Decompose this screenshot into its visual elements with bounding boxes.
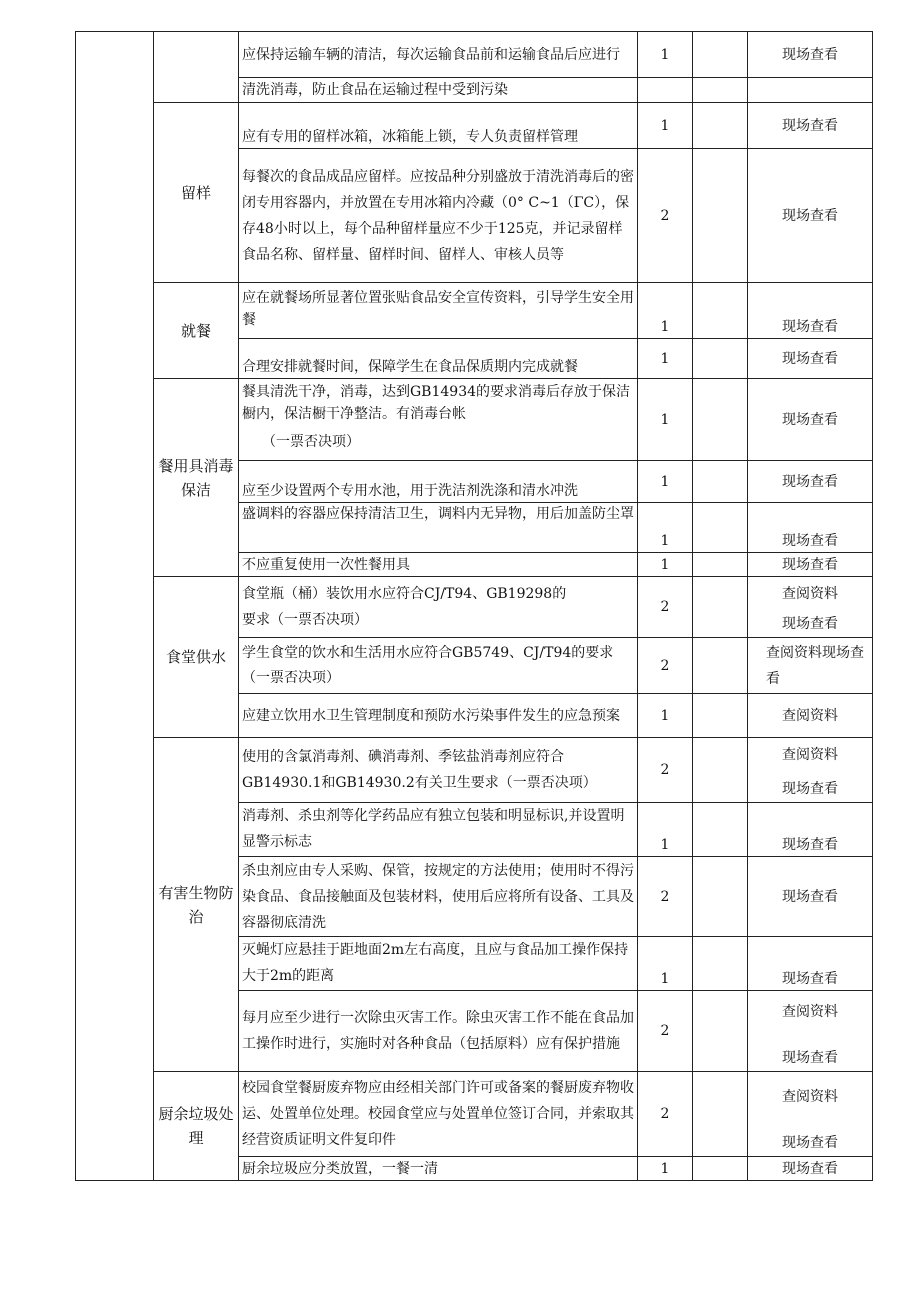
- blank-cell: [693, 461, 748, 503]
- method-cell: [748, 78, 873, 103]
- category-liuyang: 留样: [154, 103, 239, 283]
- method-text: 现场查看: [782, 781, 838, 797]
- requirement-cell: 应在就餐场所显著位置张贴食品安全宣传资料，引导学生安全用餐: [239, 283, 638, 339]
- method-cell: [748, 1072, 873, 1157]
- blank-cell: [693, 577, 748, 638]
- blank-cell: [693, 937, 748, 991]
- score-cell: 2: [638, 638, 693, 694]
- requirement-cell: [239, 379, 638, 461]
- score-cell: 1: [638, 1157, 693, 1181]
- requirement-cell: 每月应至少进行一次除虫灭害工作。除虫灭害工作不能在食品加工操作时进行，实施时对各种食品（包括原料）应有保护措施: [239, 991, 638, 1072]
- requirement-cell: 使用的含氯消毒剂、碘消毒剂、季铉盐消毒剂应符合GB14930.1和GB14930.2有关卫生要求（一票否决项）: [239, 738, 638, 803]
- requirement-cell: 合理安排就餐时间，保障学生在食品保质期内完成就餐: [239, 339, 638, 379]
- score-cell: [638, 78, 693, 103]
- method-cell: 现场查看: [748, 503, 873, 553]
- category-canyongju: 餐用具消毒保洁: [154, 379, 239, 577]
- method-text: 现场查看: [782, 616, 838, 632]
- blank-cell: [693, 283, 748, 339]
- score-cell: 1: [638, 937, 693, 991]
- method-cell: [748, 991, 873, 1072]
- method-text: 查阅资料: [782, 747, 838, 763]
- table-row: [76, 738, 873, 803]
- score-cell: 2: [638, 991, 693, 1072]
- blank-cell: [693, 638, 748, 694]
- blank-cell: [693, 339, 748, 379]
- requirement-cell: 应至少设置两个专用水池，用于洗洁剂洗涤和清水冲洗: [239, 461, 638, 503]
- requirement-cell: 不应重复使用一次性餐用具: [239, 553, 638, 577]
- requirement-cell: 应保持运输车辆的清洁，每次运输食品前和运输食品后应进行: [239, 32, 638, 78]
- category-blank-cell: [154, 32, 239, 103]
- blank-cell: [693, 553, 748, 577]
- score-cell: 1: [638, 694, 693, 738]
- method-text: 现场查看: [782, 1050, 838, 1066]
- requirement-cell: 杀虫剂应由专人采购、保管，按规定的方法使用；使用时不得污染食品、食品接触面及包装材料，使用后应将所有设备、工具及容器彻底清洗: [239, 857, 638, 937]
- method-cell: 现场查看: [748, 32, 873, 78]
- inspection-table-sheet: [75, 31, 873, 1181]
- table-row: [76, 1072, 873, 1157]
- blank-cell: [693, 32, 748, 78]
- category-youhaishengwu: 有害生物防治: [154, 738, 239, 1072]
- category-jiucan: 就餐: [154, 283, 239, 379]
- requirement-cell: 厨余垃圾应分类放置，一餐一清: [239, 1157, 638, 1181]
- blank-cell: [693, 78, 748, 103]
- method-cell: 现场查看: [748, 283, 873, 339]
- method-text: 查阅资料: [782, 1004, 838, 1020]
- requirement-text: 餐具清洗干净，消毒，达到GB14934的要求消毒后存放于保洁橱内，保洁橱干净整洁。有消毒台帐: [242, 384, 631, 422]
- requirement-cell: 灭蝇灯应悬挂于距地面2m左右高度，且应与食品加工操作保持大于2m的距离: [239, 937, 638, 991]
- score-cell: 2: [638, 857, 693, 937]
- score-cell: 1: [638, 339, 693, 379]
- method-cell: [748, 738, 873, 803]
- method-text: 查阅资料: [782, 586, 838, 602]
- requirement-note: （一票否决项）: [262, 434, 360, 450]
- blank-cell: [693, 103, 748, 149]
- method-cell: 现场查看: [748, 461, 873, 503]
- method-cell: 现场查看: [748, 379, 873, 461]
- score-cell: 1: [638, 103, 693, 149]
- method-cell: 现场查看: [748, 149, 873, 283]
- requirement-cell: 每餐次的食品成品应留样。应按品种分别盛放于清洗消毒后的密闭专用容器内，并放置在专用冰箱内冷藏（0° C~1（ΓC），保存48小时以上，每个品种留样量应不少于125克，并记录留样食品名称、留样量、留样时间、留样人、审核人员等: [239, 149, 638, 283]
- method-cell: 现场查看: [748, 803, 873, 857]
- table-row: [76, 283, 873, 339]
- inspection-table: [75, 31, 873, 1181]
- requirement-cell: 应有专用的留样冰箱，冰箱能上锁，专人负责留样管理: [239, 103, 638, 149]
- requirement-cell: 盛调料的容器应保持清洁卫生，调料内无异物，用后加盖防尘罩: [239, 503, 638, 553]
- requirement-cell: 校园食堂餐厨废弃物应由经相关部门许可或备案的餐厨废弃物收运、处置单位处理。校园食堂应与处置单位签订合同，并索取其经营资质证明文件复印件: [239, 1072, 638, 1157]
- score-cell: 1: [638, 553, 693, 577]
- requirement-cell: 学生食堂的饮水和生活用水应符合GB5749、CJ/T94的要求（一票否决项）: [239, 638, 638, 694]
- table-row: [76, 103, 873, 149]
- blank-cell: [693, 1072, 748, 1157]
- blank-cell: [693, 694, 748, 738]
- score-cell: 2: [638, 738, 693, 803]
- blank-cell: [693, 379, 748, 461]
- score-cell: 1: [638, 379, 693, 461]
- method-cell: 查阅资料: [748, 694, 873, 738]
- score-cell: 2: [638, 577, 693, 638]
- score-cell: 1: [638, 32, 693, 78]
- category-chuyulaji: 厨余垃圾处理: [154, 1072, 239, 1181]
- blank-cell: [693, 803, 748, 857]
- blank-cell: [693, 738, 748, 803]
- method-text: 查阅资料: [782, 1089, 838, 1105]
- score-cell: 1: [638, 461, 693, 503]
- score-cell: 2: [638, 1072, 693, 1157]
- category-gongshui: 食堂供水: [154, 577, 239, 738]
- method-cell: 现场查看: [748, 339, 873, 379]
- blank-cell: [693, 991, 748, 1072]
- method-cell: [748, 577, 873, 638]
- requirement-cell: 消毒剂、杀虫剂等化学药品应有独立包装和明显标识,并设置明显警示标志: [239, 803, 638, 857]
- method-cell: 现场查看: [748, 857, 873, 937]
- table-row: [76, 32, 873, 78]
- blank-cell: [693, 503, 748, 553]
- requirement-cell: 清洗消毒，防止食品在运输过程中受到污染: [239, 78, 638, 103]
- method-cell: 现场查看: [748, 937, 873, 991]
- outer-blank-cell: [76, 32, 154, 1181]
- score-cell: 1: [638, 283, 693, 339]
- score-cell: 2: [638, 149, 693, 283]
- method-cell: 现场查看: [748, 1157, 873, 1181]
- method-cell: 查阅资料现场查看: [748, 638, 873, 694]
- blank-cell: [693, 857, 748, 937]
- blank-cell: [693, 1157, 748, 1181]
- score-cell: 1: [638, 503, 693, 553]
- requirement-cell: 应建立饮用水卫生管理制度和预防水污染事件发生的应急预案: [239, 694, 638, 738]
- method-cell: 现场查看: [748, 553, 873, 577]
- method-text: 现场查看: [782, 1135, 838, 1151]
- blank-cell: [693, 149, 748, 283]
- table-row: [76, 577, 873, 638]
- table-row: [76, 379, 873, 461]
- requirement-note: 要求（一票否决项）: [242, 612, 368, 628]
- requirement-text: 食堂瓶（桶）装饮用水应符合CJ/T94、GB19298的: [242, 586, 567, 602]
- method-cell: 现场查看: [748, 103, 873, 149]
- score-cell: 1: [638, 803, 693, 857]
- requirement-cell: [239, 577, 638, 638]
